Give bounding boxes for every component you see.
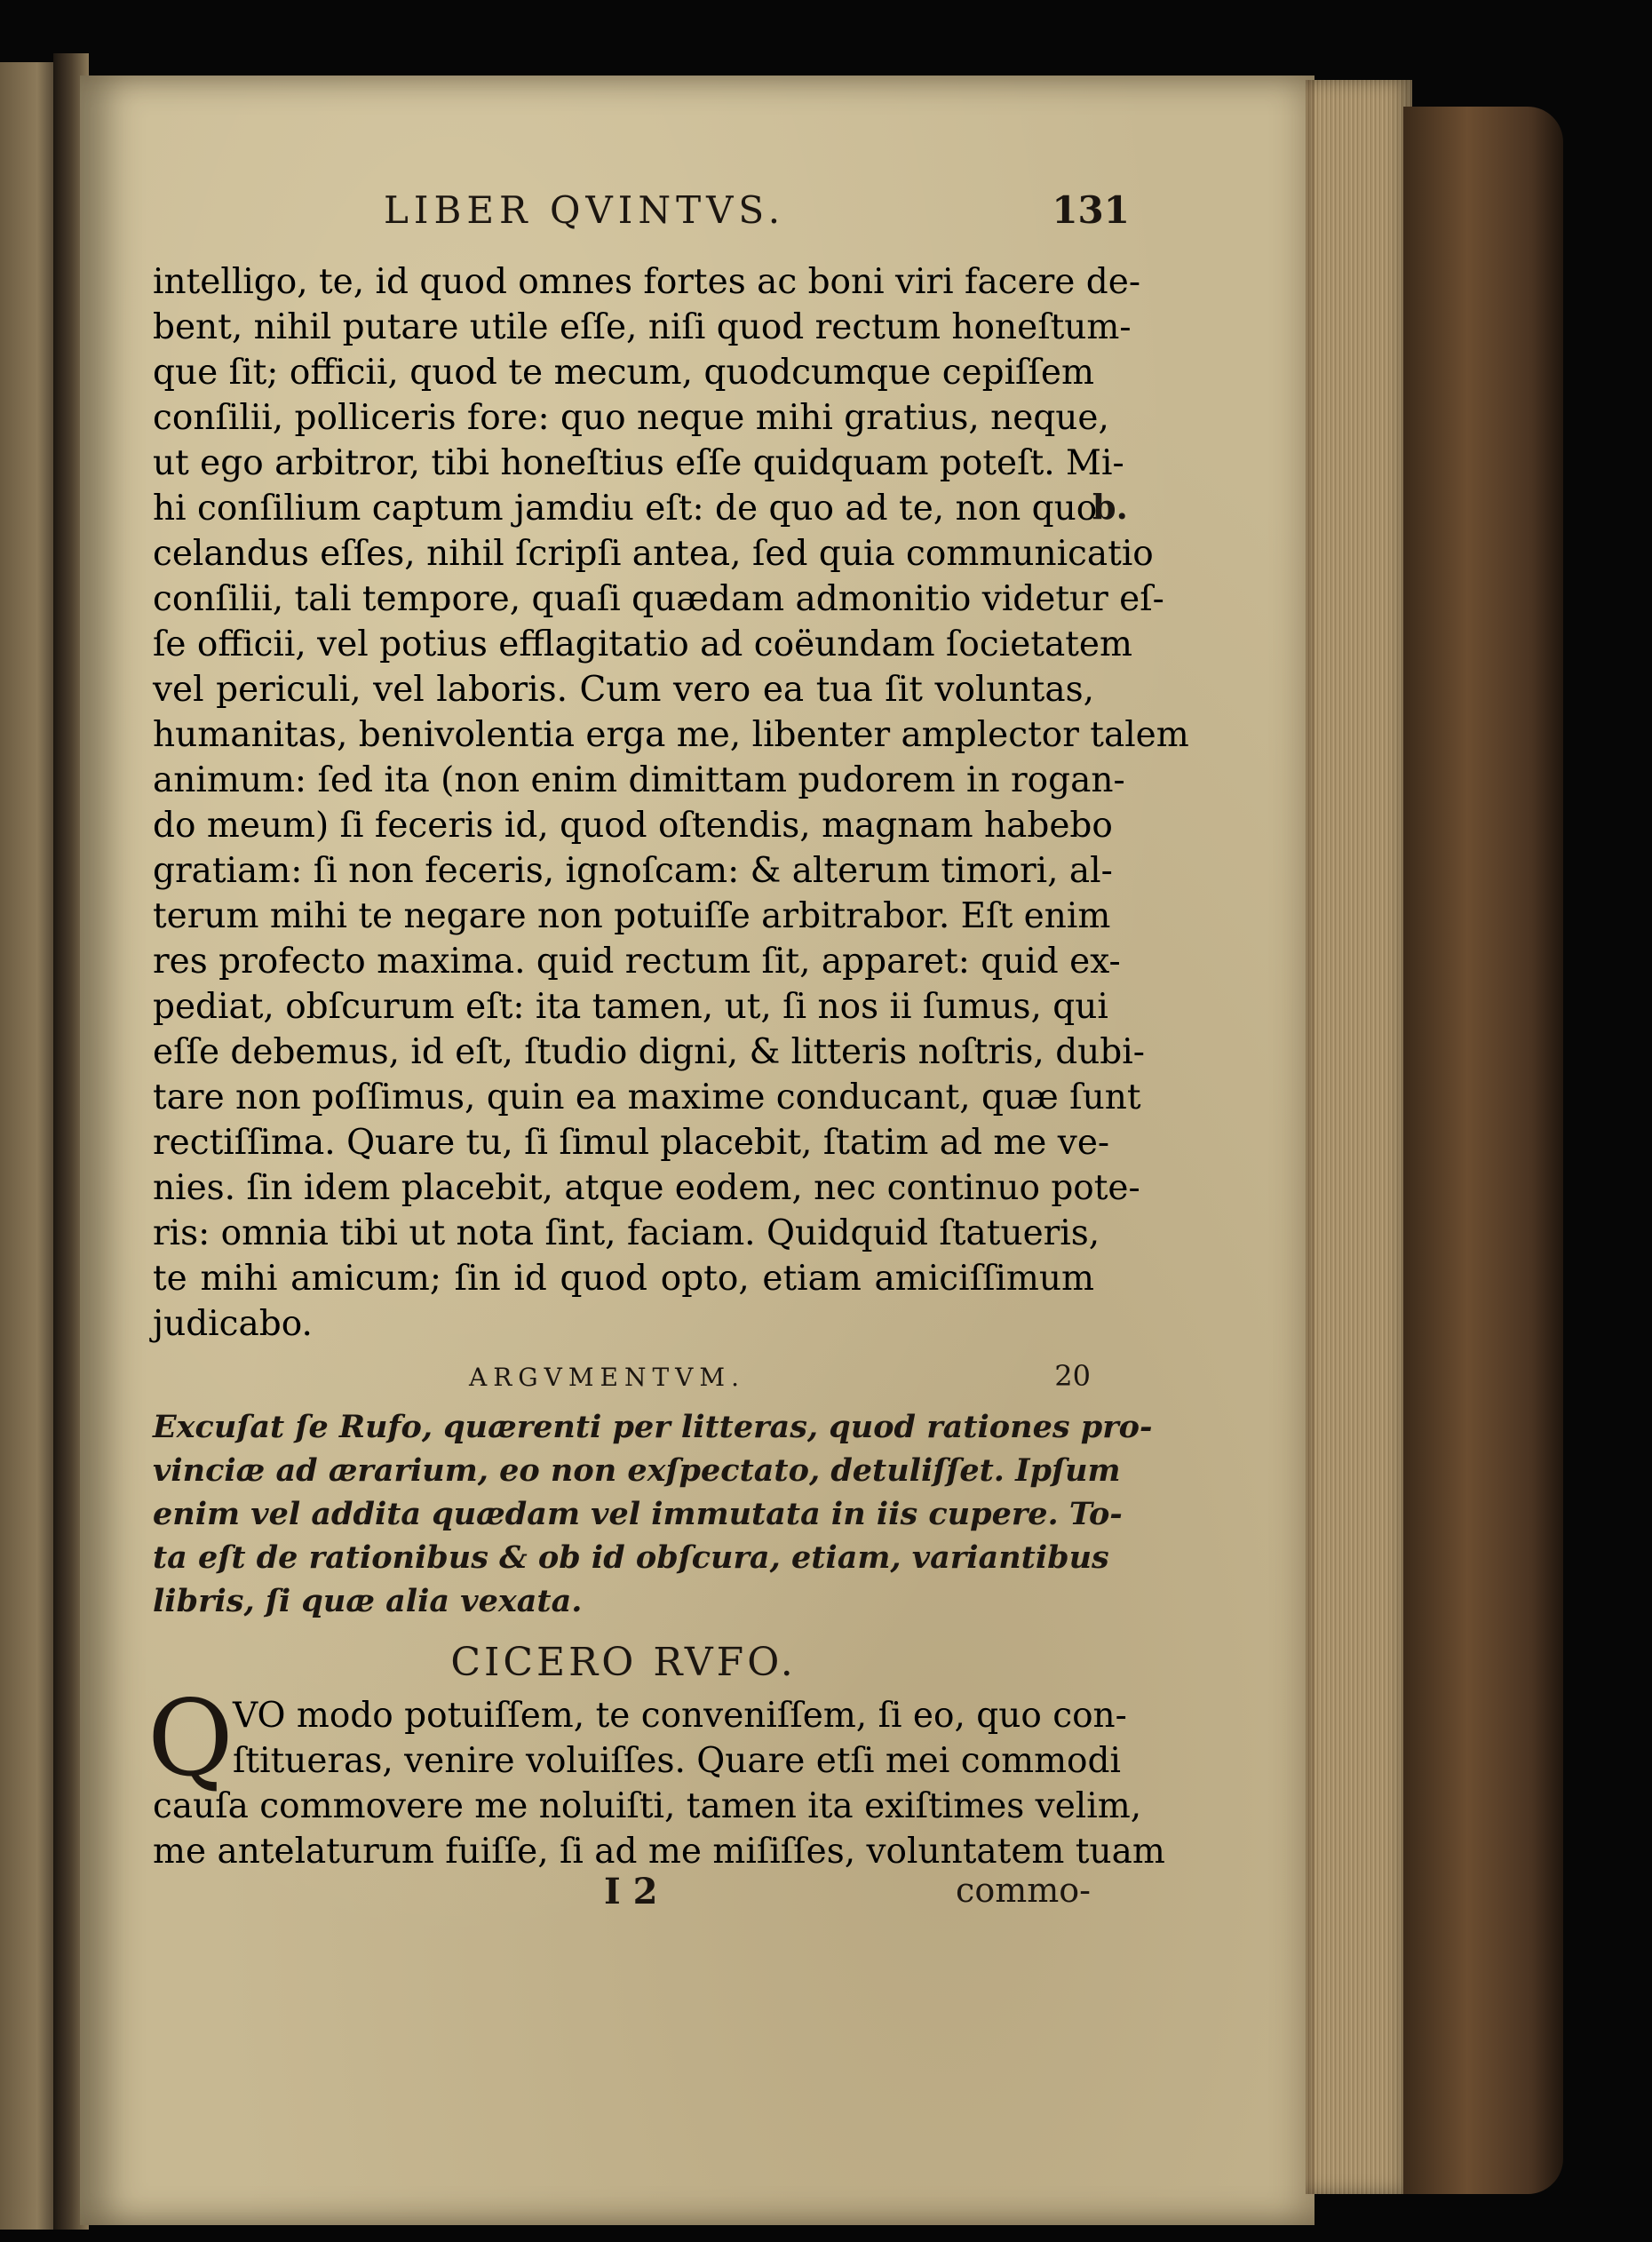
text-line: VO modo potuiſſem, te conveniſſem, ſi eo, quo con- xyxy=(233,1696,1127,1736)
text-line: celandus eſſes, nihil ſcripſi antea, ſed quia communicatio xyxy=(153,534,1154,574)
signature-mark: I 2 xyxy=(604,1871,658,1912)
text-line: conſilii, polliceris fore: quo neque mihi gratius, neque, xyxy=(153,398,1109,438)
text-line: tare non poſſimus, quin ea maxime conducant, quæ ſunt xyxy=(153,1077,1141,1117)
drop-cap-initial: Q xyxy=(147,1677,234,1800)
book-cover xyxy=(1403,107,1563,2194)
text-line: vel periculi, vel laboris. Cum vero ea tua ſit voluntas, xyxy=(153,670,1094,710)
text-line: gratiam: ſi non feceris, ignoſcam: & alterum timori, al- xyxy=(153,851,1113,891)
text-line: res profecto maxima. quid rectum ſit, apparet: quid ex- xyxy=(153,942,1121,982)
text-line: animum: ſed ita (non enim dimittam pudorem in rogan- xyxy=(153,760,1125,800)
argument-line: ta eſt de rationibus & ob id obſcura, etiam, variantibus xyxy=(153,1539,1109,1576)
argument-line: enim vel addita quædam vel immutata in iis cupere. To- xyxy=(153,1496,1123,1532)
text-line: do meum) ſi feceris id, quod oſtendis, magnam habebo xyxy=(153,806,1113,846)
text-line: ſtitueras, venire voluiſſes. Quare etſi mei commodi xyxy=(233,1741,1121,1781)
argument-summary xyxy=(153,1405,1153,1623)
argument-line: libris, ſi quæ alia vexata. xyxy=(153,1583,583,1619)
text-line: me antelaturum fuiſſe, ſi ad me miſiſſes, voluntatem tuam xyxy=(153,1832,1165,1872)
text-line: conſilii, tali tempore, quaſi quædam admonitio videtur eſ- xyxy=(153,579,1164,619)
catchword: commo- xyxy=(956,1871,1091,1910)
letter-heading: CICERO RVFO. xyxy=(450,1640,797,1685)
text-line: hi conſilium captum jamdiu eſt: de quo ad te, non quo xyxy=(153,489,1098,529)
running-head-title: LIBER QVINTVS. xyxy=(384,188,786,232)
page-number: 131 xyxy=(1052,188,1130,232)
margin-note: b. xyxy=(1092,487,1128,527)
letter-opening-text xyxy=(153,1693,1165,1874)
text-line: intelligo, te, id quod omnes fortes ac boni viri facere de- xyxy=(153,262,1140,302)
text-line: cauſa commovere me noluiſti, tamen ita exiſtimes velim, xyxy=(153,1786,1142,1826)
argument-label: ARGVMENTVM. xyxy=(469,1363,745,1392)
text-line: ſe officii, vel potius efflagitatio ad coëundam ſocietatem xyxy=(153,624,1132,664)
argument-line: vinciæ ad ærarium, eo non exſpectato, detuliſſet. Ipſum xyxy=(153,1452,1121,1489)
text-line: bent, nihil putare utile eſſe, niſi quod rectum honeſtum- xyxy=(153,307,1132,347)
argument-heading xyxy=(469,1359,1091,1398)
letter-number: 20 xyxy=(1054,1359,1091,1393)
text-line: humanitas, benivolentia erga me, libenter amplector talem xyxy=(153,715,1189,755)
text-line: rectiſſima. Quare tu, ſi ſimul placebit, ſtatim ad me ve- xyxy=(153,1123,1110,1163)
letter-body-text xyxy=(153,259,1189,1347)
text-line: te mihi amicum; ſin id quod opto, etiam amiciſſimum xyxy=(153,1259,1094,1299)
argument-line: Excuſat ſe Rufo, quærenti per litteras, quod rationes pro- xyxy=(153,1409,1153,1445)
text-line: pediat, obſcurum eſt: ita tamen, ut, ſi nos ii ſumus, qui xyxy=(153,987,1108,1027)
text-line: eſſe debemus, id eſt, ſtudio digni, & litteris noſtris, dubi- xyxy=(153,1032,1145,1072)
text-line: ut ego arbitror, tibi honeſtius eſſe quidquam poteſt. Mi- xyxy=(153,443,1124,483)
running-head xyxy=(384,188,1148,242)
text-line: ris: omnia tibi ut nota ſint, faciam. Quidquid ſtatueris, xyxy=(153,1213,1100,1253)
text-line: judicabo. xyxy=(153,1304,313,1344)
page-fore-edge xyxy=(1306,80,1412,2194)
text-line: que ſit; officii, quod te mecum, quodcumque cepiſſem xyxy=(153,353,1094,393)
text-line: nies. ſin idem placebit, atque eodem, nec continuo pote- xyxy=(153,1168,1140,1208)
text-line: terum mihi te negare non potuiſſe arbitrabor. Eſt enim xyxy=(153,896,1111,936)
